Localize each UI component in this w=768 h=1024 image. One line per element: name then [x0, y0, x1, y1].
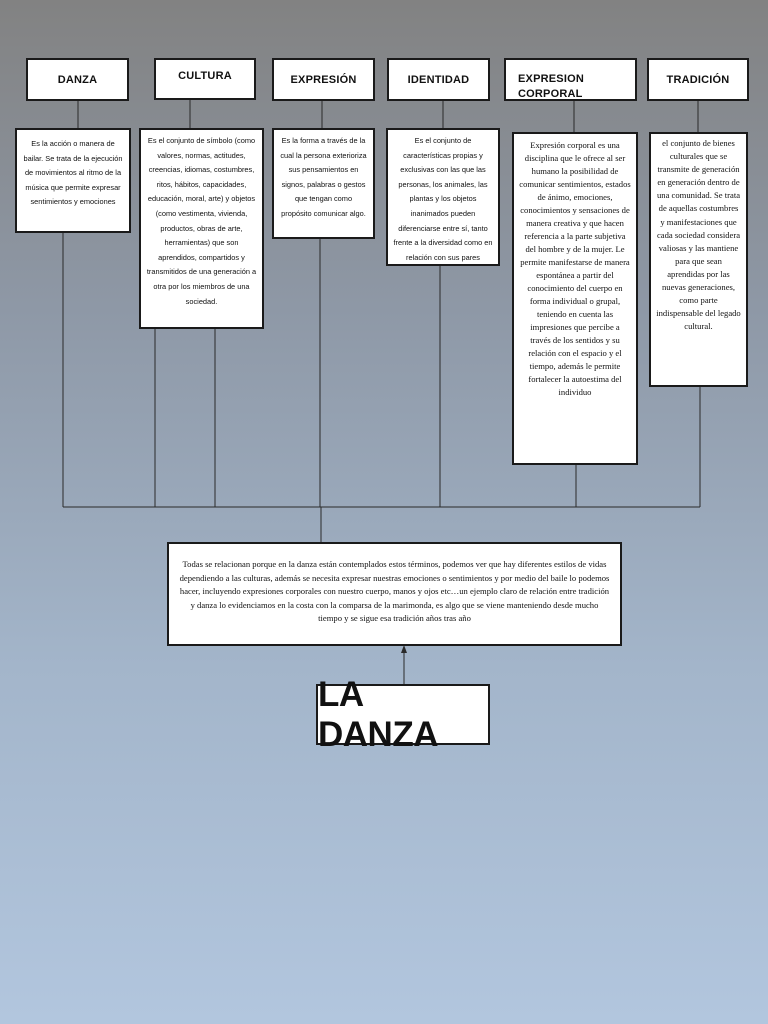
concept-definition-danza: Es la acción o manera de bailar. Se trata de la ejecución de movimientos al ritmo de la música que permite expresar sentimientos y emociones [15, 128, 131, 233]
main-title: LA DANZA [316, 684, 490, 745]
concept-header-tradicion: TRADICIÓN [647, 58, 749, 101]
arrow-head-icon [401, 645, 407, 653]
concept-definition-cultura: Es el conjunto de símbolo (como valores, normas, actitudes, creencias, idiomas, costumbres, ritos, hábitos, capacidades, educación, moral, arte) y objetos (como vestimenta, vivienda, productos, obras de arte, herramientas) que son aprendidos, compartidos y transmitidos de una generación a otra por los miembros de una sociedad. [139, 128, 264, 329]
concept-definition-identidad: Es el conjunto de características propias y exclusivas con las que las personas, los animales, las plantas y los objetos inanimados pueden diferenciarse entre sí, tanto frente a la diversidad como en relación con sus pares [386, 128, 500, 266]
concept-definition-tradicion: el conjunto de bienes culturales que se transmite de generación en generación dentro de una comunidad. Se trata de aquellas costumbres y manifestaciones que cada sociedad considera valiosas y las mantiene para que sean aprendidas por las nuevas generaciones, como parte indispensable del legado cultural. [649, 132, 748, 387]
concept-definition-expresion-corporal: Expresión corporal es una disciplina que le ofrece al ser humano la posibilidad de comunicar sentimientos, estados de ánimo, emociones, conocimientos y sensaciones de manera creativa y que hacen referencia a la parte subjetiva del hombre y de la mujer. Le permite manifestarse de manera espontánea a partir del conocimiento del cuerpo en forma individual o grupal, teniendo en cuenta las impresiones que percibe a través de los sentidos y su relación con el espacio y el tiempo, además le permite fortalecer la autoestima del individuo [512, 132, 638, 465]
concept-header-expresion: EXPRESIÓN [272, 58, 375, 101]
concept-header-expresion-corporal: EXPRESION CORPORAL [504, 58, 637, 101]
summary-box: Todas se relacionan porque en la danza están contemplados estos términos, podemos ver que hay diferentes estilos de vidas dependiendo a las culturas, además se necesita expresar nuestras emociones o sentimientos y por medio del baile lo podemos hacer, incluyendo expresiones corporales con nuestro cuerpo, manos y ojos etc…un ejemplo claro de relación entre tradición y danza lo evidenciamos en la costa con la comparsa de la marimonda, es algo que se viene manteniendo desde mucho tiempo y se sigue esa tradición años tras año [167, 542, 622, 646]
concept-header-cultura: CULTURA [154, 58, 256, 100]
concept-definition-expresion: Es la forma a través de la cual la persona exterioriza sus pensamientos en signos, palabras o gestos que tengan como propósito comunicar algo. [272, 128, 375, 239]
concept-header-danza: DANZA [26, 58, 129, 101]
concept-header-identidad: IDENTIDAD [387, 58, 490, 101]
